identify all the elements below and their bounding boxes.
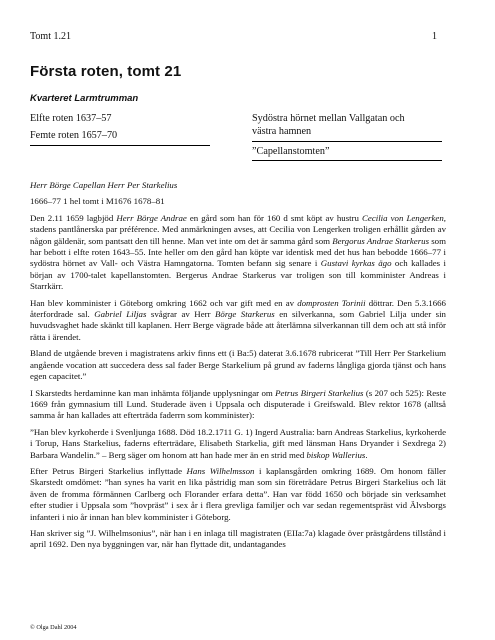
italic-name: domprosten Torinii	[297, 297, 366, 308]
text-run: i kaplansgården omkring 1689. Om honom fäller Skarstedt omdömet: ”han synes ha varit en lika påstridig man som sin företrädare Petrus Birgeri Starkelius och lät även de fromma förmännen Carlberg och Florander erfara detta”. Han var född 1650 och började sin verksamhet efter studier i Uppsala som ”hovpräst” i sex år i flera grevliga familjer och var sedan regementspräst vid Älvsborgs infanteri i nio år innan han blev komminister i Göteborg.	[30, 465, 446, 522]
paragraph	[30, 348, 446, 382]
text-run: döttrar. Den 5.3.1666 återfordrade sal.	[30, 297, 446, 320]
italic-name: Gabriel Liljas	[94, 309, 147, 320]
text-run: (s 207 och 525): Reste 1669 från gymnasium till Lund. Studerade även i Uppsala och disputerade i Greifswald. Blev rektor 1678 (alltså samma år han kallades att efterträda faderrn som komminister):	[30, 387, 446, 421]
paragraph	[30, 466, 446, 523]
italic-name: biskop Wallerius	[306, 449, 366, 460]
text-run: Han skriver sig ”J. Wilhelmsonius”, när han i en inlaga till magistraten (EIIa:7a) klagade över prästgårdens tillstånd i april 1692. Den nya byggningen var, när han flyttade dit, undantagandes	[30, 527, 446, 550]
text-run: Bland de utgående breven i magistratens arkiv finns ett (i Ba:5) daterat 3.6.1678 rubricerat ”Till Herr Per Starkelium angående vocation att succedera dess sal fader Berge Starkelium på grund av faderns långliga gjorda tjänst och hans egen capacitet.”	[30, 348, 446, 382]
text-run: en gård som han för 160 d smt köpt av hustru	[186, 212, 363, 223]
text-run: som har bebott i elfte roten 1643–55. Inte heller om den gård han köpte var identisk med det hus han bebodde 1666–77 i sydöstra hörnet av Vall- och Västra Hamngatorna. Tomten befann sig senare i	[30, 235, 446, 269]
text-run: .	[365, 449, 368, 460]
text-run: svågrar av Herr	[146, 309, 216, 320]
italic-name: Cecilia von Lengerken	[362, 212, 444, 223]
text-run: ”Han blev kyrkoherde i Svenljunga 1688. Död 18.2.1711 G. 1) Ingerd Australia: barn Andreas Starkelius, kyrkoherde i Torup, Hans Starkelius, faderns efterträdare, Elisabeth Starkelia, gift med länsman Hans Dryander i Sexdrega 2) Barbara Wandelin.” – Berg säger om honom att han hade mer än en strid med	[30, 426, 446, 460]
italic-name: Herr Börge Andrae	[116, 212, 187, 223]
location-line-1: Sydöstra hörnet mellan Vallgatan och	[252, 113, 405, 124]
paragraph	[30, 427, 446, 461]
text-run: Han blev komminister i Göteborg omkring 1662 och var gift med en av	[30, 297, 298, 308]
roten-line-1: Elfte roten 1637–57	[30, 113, 112, 124]
location-info	[252, 112, 442, 161]
roten-line-2: Femte roten 1657–70	[30, 130, 118, 141]
text-run: och kallades i början av 1700-talet kapellanstomten. Bergerus Andrae Starkerus var troligen son till komminister Andreas i Starrkärr.	[30, 258, 446, 292]
italic-name: Börge Starkerus	[215, 309, 275, 320]
text-run: en silverkanna, som Gabriel Lilja under sin huvudsvaghet hade skänkt till kaplanen. Herr Berge vägrade både att återlämna silverkannan till dem och att stå inför rätta i ärendet.	[30, 309, 446, 342]
text-run: Efter Petrus Birgeri Starkelius inflyttade	[30, 465, 187, 476]
block-subtitle: Kvarteret Larmtrumman	[30, 93, 139, 104]
dates-line: 1666–77 1 hel tomt i M1676 1678–81	[30, 196, 165, 207]
divider	[252, 141, 442, 142]
italic-name: Hans Wilhelmsson	[186, 465, 255, 476]
page-title: Första roten, tomt 21	[30, 63, 182, 80]
roten-info	[30, 112, 210, 146]
divider	[252, 160, 442, 161]
text-run: , stadens pantlånerska par préférence. Med anmärkningen avses, att Cecilia von Lengerken troligen erhållit gården av någon gäldenär, som pantsatt den till henne. Man vet inte om det är samma gård som	[30, 212, 446, 246]
page-number: 1	[432, 31, 437, 42]
divider	[30, 145, 210, 146]
paragraph	[30, 388, 446, 422]
paragraph	[30, 213, 446, 293]
owners-heading: Herr Börge Capellan Herr Per Starkelius	[30, 180, 178, 190]
text-run: I Skarstedts herdaminne kan man inhämta följande upplysningar om	[30, 387, 276, 398]
italic-name: Petrus Birgeri Starkelius	[275, 387, 364, 398]
copyright-footer: © Olga Dahl 2004	[30, 624, 77, 631]
location-line-2: västra hamnen	[252, 126, 312, 137]
running-header: Tomt 1.21	[30, 31, 71, 42]
italic-name: Gustavi kyrkas ägo	[320, 258, 392, 269]
body-text	[30, 180, 446, 556]
italic-name: Bergorus Andrae Starkerus	[332, 235, 430, 246]
paragraph	[30, 298, 446, 344]
plot-name: ”Capellanstomten”	[252, 146, 330, 157]
text-run: Den 2.11 1659 lagbjöd	[30, 212, 117, 223]
paragraph	[30, 528, 446, 551]
